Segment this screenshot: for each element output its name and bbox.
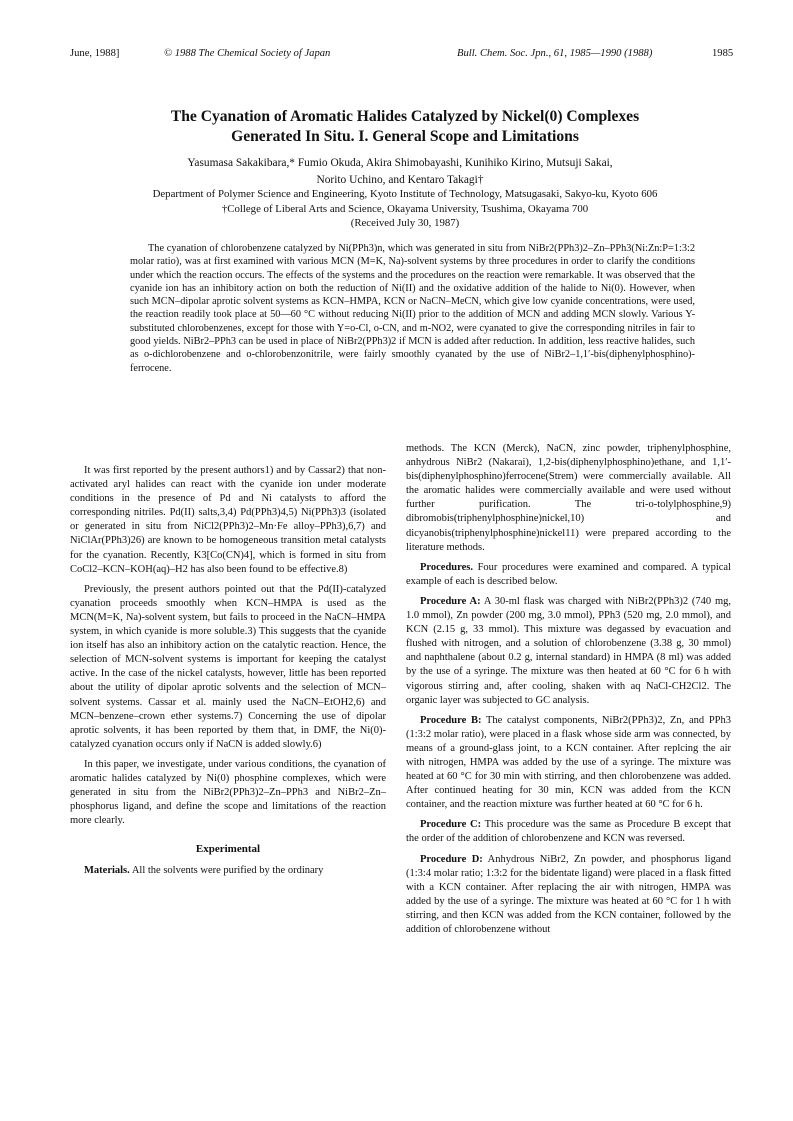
intro-paragraph-3: In this paper, we investigate, under various conditions, the cyanation of aromatic halides catalyzed by Ni(0) phosphine complexes, which were generated in situ from the NiBr2(PPh3)2–Zn–PPh3 and NiBr2–Zn–phosphorus ligand, and define the scope and limitations of the reaction more clearly. — [70, 758, 386, 827]
materials-paragraph — [70, 864, 386, 878]
procedures-label: Procedures. — [420, 561, 473, 573]
procedure-b-paragraph — [406, 714, 731, 813]
journal-citation: Bull. Chem. Soc. Jpn., 61, 1985—1990 (1988) — [457, 48, 653, 59]
procedure-a-label: Procedure A: — [420, 595, 481, 607]
abstract: The cyanation of chlorobenzene catalyzed by Ni(PPh3)n, which was generated in situ from NiBr2(PPh3)2–Zn–PPh3(Ni:Zn:P=1:3:2 molar ratio), was at first examined with various MCN (M=K, Na)-solvent systems by three procedures in order to clarify the conditions under which the reaction occurs. The effects of the systems and the procedures on the reaction were remarkable. It was observed that the cyanide ion has an inhibitory action on both the reduction of Ni(II) and the oxidative addition of the halide to Ni(0). However, when such MCN–dipolar aprotic solvent systems as KCN–HMPA, KCN or NaCN–MeCN, which give low cyanide concentrations, were used, the reaction readily took place at 50—60 °C without reducing Ni(II) prior to the addition of MCN and adding MCN slowly. Various Y-substituted chlorobenzenes, except for those with Y=o-Cl, o-CN, and m-NO2, were cyanated to give the corresponding nitriles in fair to good yields. NiBr2–PPh3 can be used in place of NiBr2(PPh3)2 if MCN is added after reduction. In addition, less reactive halides, such as o-dichlorobenzene and o-chlorobenzonitrile, were fairly smoothly cyanated by the use of NiBr2–1,1′-bis(diphenylphosphino)-ferrocene. — [130, 243, 695, 374]
affiliation-2: †College of Liberal Arts and Science, Okayama University, Tsushima, Okayama 700 — [221, 202, 589, 215]
author-list — [70, 155, 730, 188]
procedure-a-text: A 30-ml flask was charged with NiBr2(PPh3)2 (740 mg, 1.0 mmol), Zn powder (200 mg, 3.0 mmol), PPh3 (520 mg, 2.0 mmol), and KCN (2.15 g, 33 mmol). This mixture was degassed by evacuation and flushed with nitrogen, and a solution of chlorobenzene (3.38 g, 30 mmol) and naphthalene (about 0.2 g, internal standard) in HMPA (8 ml) was added by the use of a syringe. The mixture was then heated at 60 °C for 6 h with vigorous stirring and, after cooling, shaken with aq NaCl-CH2Cl2. The organic layer was subjected to GC analysis. — [406, 595, 732, 706]
affiliation-1: Department of Polymer Science and Engineering, Kyoto Institute of Technology, Matsugasaki, Sakyo-ku, Kyoto 606 — [152, 188, 658, 200]
intro-paragraph-2: Previously, the present authors pointed out that the Pd(II)-catalyzed cyanation proceeds smoothly when KCN–HMPA is used as the MCN(M=K, Na)-solvent system, but fails to proceed in the NaCN–HMPA system, in which cyanide is more soluble.3) This suggests that the cyanide ion itself has also an inhibitory action on the catalytic reaction. Hence, the selection of MCN-solvent systems is important for keeping the catalyst active. In the case of the nickel catalysts, however, little has been reported about the utility of dipolar aprotic solvents and the selection of MCN–solvent systems. Cassar et al. mainly used the NaCN–EtOH2,6) and MCN–benzene–crown ether systems.7) Concerning the use of dipolar aprotic solvents, it has been reported by them that, in DMF, the Ni(0)-catalyzed cyanation occurs only if NaCN is added slowly.6) — [70, 583, 386, 750]
procedure-c-paragraph — [406, 818, 731, 846]
materials-continued: methods. The KCN (Merck), NaCN, zinc powder, triphenylphosphine, anhydrous NiBr2 (Nakarai), 1,2-bis(diphenylphosphino)ethane, and 1,1′-bis(diphenylphosphino)ferrocene(Strem) were commercially available. All the aromatic halides were commercially available and were used without further purification. The tri-o-tolylphosphine,9) dibromobis(triphenylphosphine)nickel,10) and dicyanobis(triphenylphosphine)nickel11) were prepared according to the literature methods. — [406, 443, 731, 553]
issue-date: June, 1988] — [70, 48, 120, 59]
authors-line-1: Yasumasa Sakakibara,* Fumio Okuda, Akira Shimobayashi, Kunihiko Kirino, Mutsuji Sakai, — [187, 157, 613, 169]
title-line-1: The Cyanation of Aromatic Halides Catalyzed by Nickel(0) Complexes — [170, 108, 640, 125]
procedure-b-text: The catalyst components, NiBr2(PPh3)2, Zn, and PPh3 (1:3:2 molar ratio), were placed in a flask whose side arm was connected, by means of a ground-glass joint, to a KCN container. After replcing the air with nitrogen, HMPA was added by the use of a syringe. The mixture was heated at 60 °C for 30 min with stirring, and then chlorobenzene was added. After continued heating for 30 min, KCN was added from the KCN container, and the reaction mixture was further heated at 60 °C for 6 h. — [406, 714, 732, 811]
procedure-b-label: Procedure B: — [420, 714, 482, 726]
procedures-text: Four procedures were examined and compared. A typical example of each is described below. — [406, 561, 731, 587]
procedure-a-paragraph — [406, 595, 731, 708]
materials-text: All the solvents were purified by the ordinary — [131, 865, 324, 877]
procedure-d-paragraph — [406, 853, 731, 938]
materials-label: Materials. — [84, 865, 130, 877]
affiliations — [60, 187, 750, 231]
received-date: (Received July 30, 1987) — [350, 217, 460, 229]
section-heading-experimental: Experimental — [195, 843, 261, 856]
procedure-c-label: Procedure C: — [420, 819, 482, 831]
page-number: 1985 — [712, 48, 734, 59]
procedure-d-label: Procedure D: — [420, 853, 483, 865]
procedures-paragraph — [406, 561, 731, 589]
procedure-d-text: Anhydrous NiBr2, Zn powder, and phosphorus ligand (1:3:4 molar ratio; 1:3:2 for the bidentate ligand) were placed in a flask fitted with a KCN container. After replacing the air with nitrogen, HMPA was added by the use of a syringe. The mixture was heated at 60 °C for 1 h with stirring, and then KCN was added from the KCN container, followed by the addition of chlorobenzene without — [406, 853, 731, 935]
article-title — [60, 107, 750, 146]
left-column — [70, 464, 386, 885]
copyright-notice: © 1988 The Chemical Society of Japan — [164, 48, 331, 59]
authors-line-2: Norito Uchino, and Kentaro Takagi† — [316, 173, 484, 186]
procedure-c-text: This procedure was the same as Procedure B except that the order of the addition of chlorobenzene and KCN was reversed. — [406, 819, 731, 845]
right-column — [406, 442, 731, 943]
intro-paragraph-1: It was first reported by the present authors1) and by Cassar2) that non-activated aryl halides can react with the cyanide ion under moderate conditions in the presence of Pd and Ni catalysts to afford the corresponding nitriles. Pd(II) salts,3,4) Pd(PPh3)4,5) Ni(PPh3)3 (isolated or generated in situ from NiCl2(PPh3)2–Mn·Fe alloy–PPh3),6,7) and NiClAr(PPh3)26) are known to be homogeneous transition metal catalysts for the cyanation. Recently, K3[Co(CN)4], which is formed in situ from CoCl2–KCN–KOH(aq)–H2 has also been found to be effective.8) — [70, 465, 386, 575]
title-line-2: Generated In Situ. I. General Scope and Limitations — [231, 127, 579, 145]
